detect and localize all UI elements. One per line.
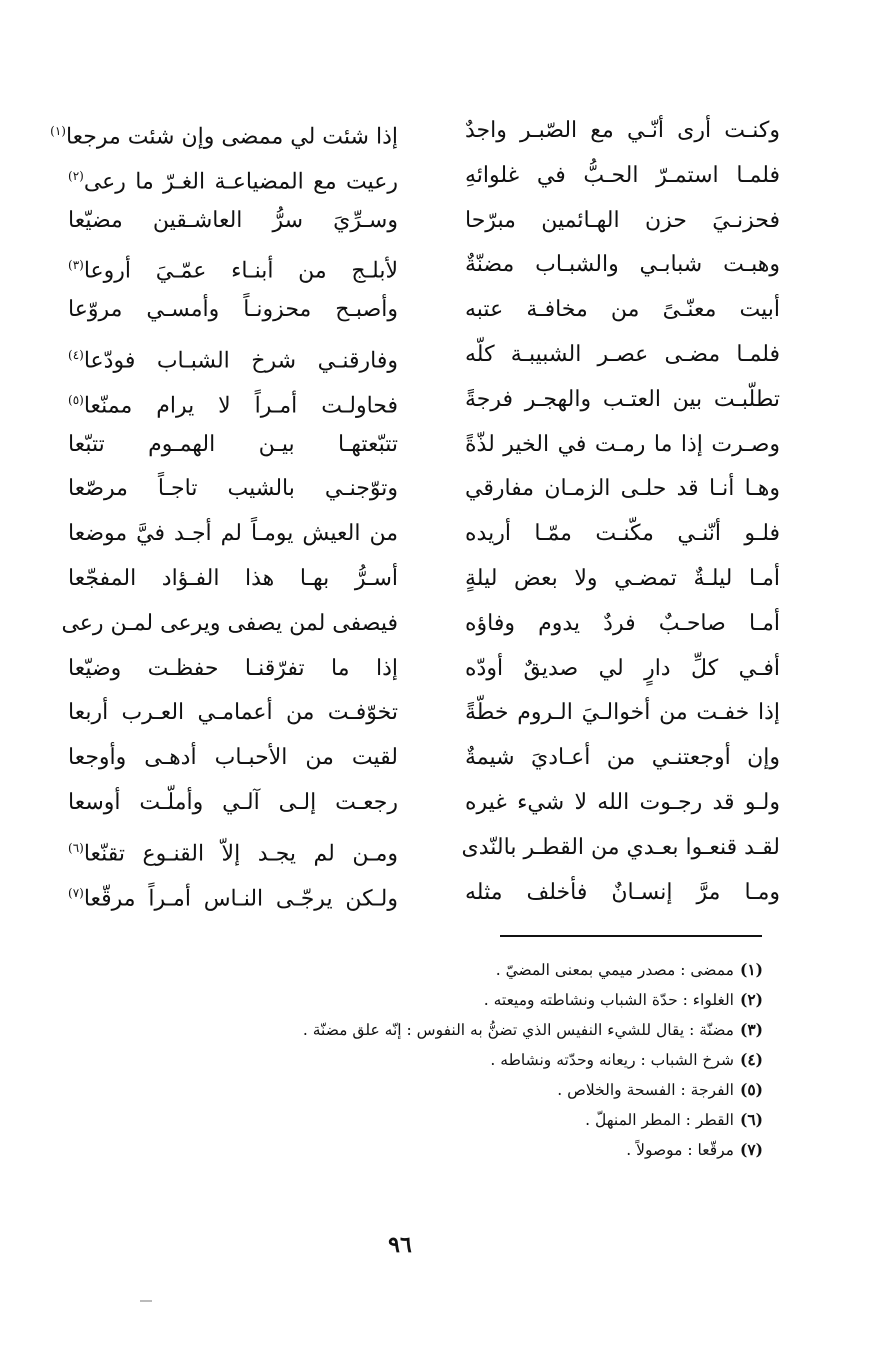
verse-second-hemistich bbox=[61, 601, 398, 647]
hemistich-text: إذا شئت لي ممضى وإن شئت مرجعا bbox=[65, 124, 398, 150]
verse-first-hemistich: وصـرت إذا ما رمـت في الخير لذّةً bbox=[465, 431, 780, 457]
footnote-marker: (٦) bbox=[68, 840, 84, 855]
verse-first-hemistich: وإن أوجعتنـي من أعـاديَ شيمةٌ bbox=[465, 745, 780, 771]
verse-first-hemistich: لقـد قنعـوا بعـدي من القطـر بالنّدى bbox=[461, 834, 780, 860]
verse bbox=[60, 153, 780, 199]
verse-second-hemistich bbox=[68, 780, 398, 826]
verse-first-hemistich: وكنـت أرى أنّـي مع الصّبـر واجدٌ bbox=[465, 118, 780, 143]
verse-first-hemistich: وهـا أنـا قد حلـى الزمـان مفارقي bbox=[465, 476, 780, 502]
verse bbox=[60, 735, 780, 781]
footnote bbox=[163, 1045, 763, 1075]
footnote-number: (٥) bbox=[739, 1080, 763, 1099]
verse-first-hemistich: وهبـت شبابـي والشبـاب مضنّةٌ bbox=[465, 252, 780, 278]
verse-first-hemistich: فلـو أنّنـي مكّنـت ممّـا أريده bbox=[465, 521, 780, 547]
hemistich-text: ولـكن يرجّـى النـاس أمـراً مرقّعا bbox=[83, 885, 398, 911]
verse-second-hemistich bbox=[68, 870, 398, 922]
verse-second-hemistich bbox=[68, 735, 398, 781]
hemistich-text: إذا ما تفرّقنـا حفظـت وضيّعا bbox=[68, 655, 398, 681]
verse bbox=[60, 825, 780, 871]
footnote-text: مضنّة : يقال للشيء النفيس الذي تضنُّ به النفوس : إنّه علق مضنّة . bbox=[302, 1021, 734, 1039]
verse bbox=[60, 287, 780, 333]
hemistich-text: لأبلـج من أبنـاء عمّـيَ أروعا bbox=[83, 258, 398, 284]
verse-second-hemistich bbox=[68, 287, 398, 333]
verse bbox=[60, 511, 780, 557]
footnote-marker: (١) bbox=[50, 124, 66, 138]
footnote-number: (٣) bbox=[739, 1020, 763, 1039]
footnote bbox=[163, 1135, 763, 1165]
footnote-number: (٤) bbox=[739, 1050, 763, 1069]
verse-second-hemistich bbox=[68, 690, 398, 736]
footnote-marker: (٧) bbox=[68, 885, 84, 900]
footnote bbox=[163, 1075, 763, 1105]
verse bbox=[60, 422, 780, 468]
verse-first-hemistich: ولـو قد رجـوت الله لا شيء غيره bbox=[465, 790, 780, 815]
footnote-number: (٢) bbox=[739, 990, 763, 1009]
footnote bbox=[163, 1015, 763, 1045]
verse bbox=[60, 870, 780, 916]
verse-first-hemistich: ومـا مرَّ إنسـانٌ فأخلف مثله bbox=[465, 879, 780, 905]
hemistich-text: تخوّفـت من أعمامـي العـرب أربعا bbox=[68, 700, 398, 726]
footnote bbox=[163, 1105, 763, 1135]
hemistich-text: رعيت مع المضياعـة الغـرّ ما رعى bbox=[83, 169, 398, 195]
footnote-text: الفرجة : الفسحة والخلاص . bbox=[557, 1081, 734, 1099]
hemistich-text: وسـرِّيَ سرُّ العاشـقين مضيّعا bbox=[68, 207, 398, 233]
footnote-text: ممضى : مصدر ميمي بمعنى المضيّ . bbox=[495, 961, 734, 979]
hemistich-text: وأصبـح محزونـاً وأمسـي مروّعا bbox=[68, 297, 398, 323]
verse bbox=[60, 377, 780, 423]
footnote bbox=[163, 955, 763, 985]
hemistich-text: تتبّعتهـا بيـن الهمـوم تتبّعا bbox=[68, 431, 398, 457]
hemistich-text: وتوّجنـي بالشيب تاجـاً مرصّعا bbox=[68, 476, 398, 502]
verse-first-hemistich: أفـي كلِّ دارٍ لي صديقٌ أودّه bbox=[465, 655, 780, 681]
verse-second-hemistich bbox=[68, 198, 398, 244]
footnote-number: (٦) bbox=[739, 1110, 763, 1129]
poem bbox=[50, 108, 780, 918]
verse bbox=[60, 690, 780, 736]
hemistich-text: فيصفى لمن يصفى ويرعى لمـن رعى bbox=[61, 610, 398, 636]
verse bbox=[60, 601, 780, 647]
page-number: ٩٦ bbox=[388, 1232, 412, 1258]
verse bbox=[60, 780, 780, 826]
hemistich-text: وفارقنـي شرخ الشبـاب فودّعا bbox=[83, 348, 398, 374]
verse-second-hemistich bbox=[68, 422, 398, 468]
hemistich-text: فحاولـت أمـراً لا يرام ممنّعا bbox=[83, 393, 398, 419]
verse bbox=[60, 556, 780, 602]
footnotes bbox=[163, 955, 763, 1165]
verse-second-hemistich bbox=[68, 466, 398, 512]
verse-first-hemistich: إذا خفـت من أخوالـيَ الـروم خطّةً bbox=[465, 700, 780, 726]
hemistich-text: أسـرُّ بهـا هذا الفـؤاد المفجّعا bbox=[68, 566, 398, 591]
verse bbox=[60, 466, 780, 512]
hemistich-text: لقيت من الأحبـاب أدهـى وأوجعا bbox=[68, 745, 398, 771]
verse-first-hemistich: تطلّبـت بين العتـب والهجـر فرجةً bbox=[465, 386, 780, 412]
footnote-text: مرقّعا : موصولاً . bbox=[626, 1141, 734, 1159]
verse bbox=[60, 198, 780, 244]
hemistich-text: ومـن لم يجـد إلاّ القنـوع تقنّعا bbox=[83, 841, 398, 867]
verse bbox=[60, 242, 780, 288]
footnote-text: القطر : المطر المنهلّ . bbox=[585, 1111, 734, 1129]
verse-first-hemistich: فلمـا استمـرّ الحـبُّ في غلوائهِ bbox=[465, 162, 780, 188]
footnote-text: الغلواء : حدّة الشباب ونشاطته وميعته . bbox=[483, 991, 734, 1009]
verse-first-hemistich: فلمـا مضـى عصـر الشبيبـة كلّه bbox=[465, 342, 780, 367]
footnote-marker: (٣) bbox=[68, 258, 84, 273]
footnote-separator bbox=[500, 935, 762, 937]
footnote bbox=[163, 985, 763, 1015]
verse-first-hemistich: أمـا صاحـبٌ فردٌ يدوم وفاؤه bbox=[465, 610, 780, 636]
verse-second-hemistich bbox=[68, 556, 398, 602]
verse bbox=[50, 108, 780, 154]
verse bbox=[60, 332, 780, 378]
verse-first-hemistich: أمـا ليلـةٌ تمضـي ولا بعض ليلةٍ bbox=[465, 566, 780, 591]
hemistich-text: رجعـت إلـى آلـي وأملّـت أوسعا bbox=[68, 790, 398, 815]
verse-second-hemistich bbox=[68, 646, 398, 692]
footnote-number: (١) bbox=[739, 960, 763, 979]
hemistich-text: من العيش يومـاً لم أجـد فيَّ موضعا bbox=[68, 521, 398, 547]
footnote-marker: (٤) bbox=[68, 348, 84, 362]
verse-second-hemistich bbox=[68, 511, 398, 557]
verse-first-hemistich: أبيت معنّـىً من مخافـة عتبه bbox=[465, 297, 780, 323]
verse bbox=[60, 646, 780, 692]
footnote-marker: (٥) bbox=[68, 392, 84, 407]
footnote-marker: (٢) bbox=[68, 168, 84, 183]
footnote-number: (٧) bbox=[739, 1140, 763, 1159]
verse-first-hemistich: فحزنـيَ حزن الهـائمين مبرّحا bbox=[465, 207, 780, 233]
scan-speck bbox=[140, 1300, 152, 1302]
footnote-text: شرخ الشباب : ريعانه وحدّته ونشاطه . bbox=[490, 1051, 734, 1069]
